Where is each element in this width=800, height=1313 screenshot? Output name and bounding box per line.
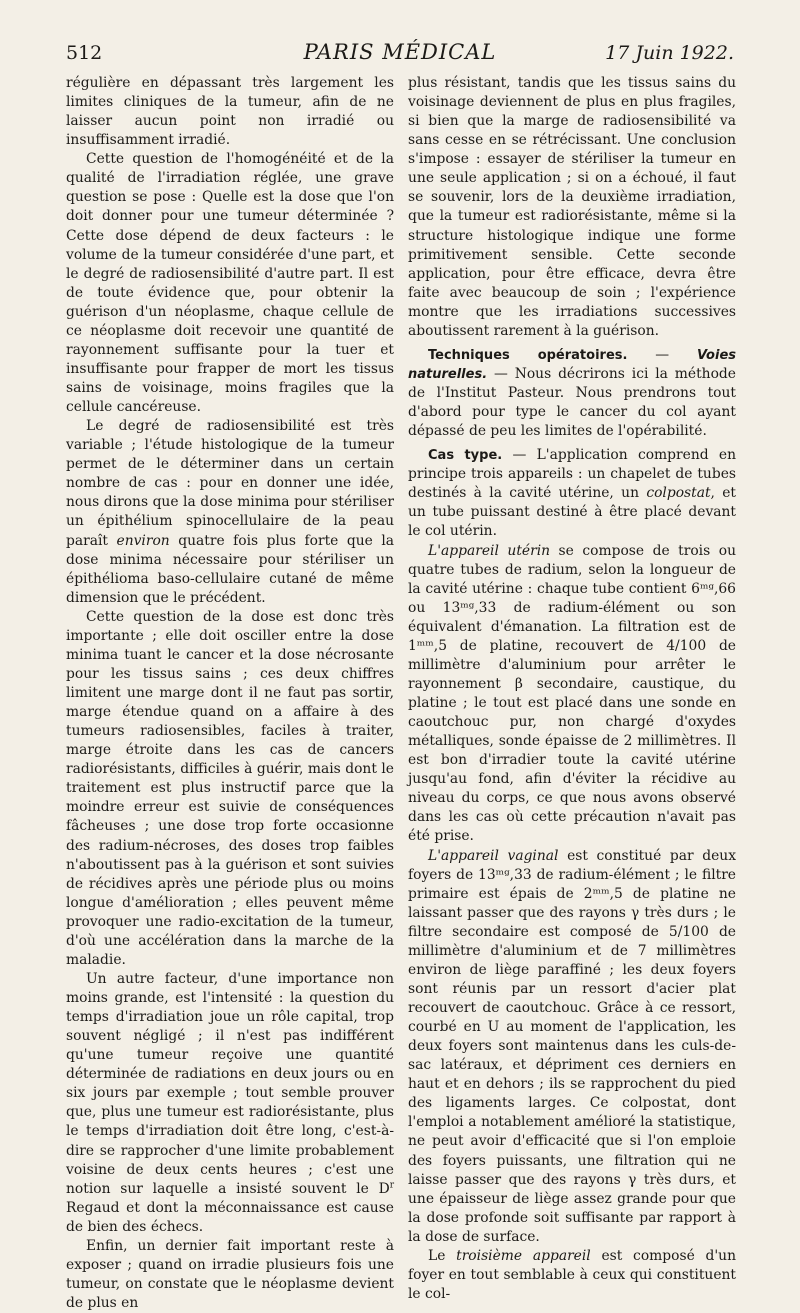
- page-number: 512: [66, 42, 103, 64]
- cas-type-section: Cas type. — L'application comprend en principe trois appareils : un chapelet de tubes destinés à la cavité utérine, un colpostat, et un tube puissant destiné à être placé devant le col utérin.: [408, 447, 736, 540]
- paragraph: Le degré de radiosensibilité est très variable ; l'étude histologique de la tumeur permet de le déterminer dans un certain nombre de cas : pour en donner une idée, nous dirons que la dose minima pour stériliser un épithélium spinocellulaire de la peau paraît environ quatre fois plus forte que la dose minima nécessaire pour stériliser un épithélioma baso-cellulaire cutané de même dimension que le précédent.: [66, 418, 394, 606]
- section-heading: Cas type.: [428, 448, 503, 464]
- paragraph: Cette question de la dose est donc très importante ; elle doit osciller entre la dose minima tuant le cancer et la dose nécrosante pour les tissus sains ; ces deux chiffres limitent une marge dont il ne faut pas sortir, marge étendue quand on a affaire à des tumeurs radiosensibles, faciles à traiter, marge étroite dans les cas de cancers radiorésistants, difficiles à guérir, mais dont le traitement est plus instructif parce que la moindre erreur est suivie de conséquences fâcheuses ; une dose trop forte occasionne des radium-nécroses, des doses trop faibles n'aboutissent pas à la guérison et sont suivies de récidives après une période plus ou moins longue d'amélioration ; elles peuvent même provoquer une radio-excitation de la tumeur, d'où une accélération dans la marche de la maladie.: [66, 608, 394, 968]
- paragraph: Cette question de l'homogénéité et de la qualité de l'irradiation réglée, une grave question se pose : Quelle est la dose que l'on doit donner pour une tumeur déterminée ? Cette dose dépend de deux facteurs : le volume de la tumeur considérée d'une part, et le degré de radiosensibilité d'autre part. Il est de toute évidence que, pour obtenir la guérison d'un néoplasme, chaque cellule de ce néoplasme doit recevoir une quantité de rayonnement suffisante pour la tuer et insuffisante pour frapper de mort les tissus sains de voisinage, moins fragiles que la cellule cancéreuse.: [66, 151, 394, 416]
- subsection-heading: Voies naturelles.: [408, 347, 736, 382]
- techniques-section: Techniques opératoires. — Voies naturelles. — Nous décrirons ici la méthode de l'Institut Pasteur. Nous prendrons tout d'abord pour type le cancer du col ayant dépassé de peu les limites de l'opérabilité.: [408, 346, 736, 440]
- page-header: [66, 38, 734, 68]
- paragraph: Un autre facteur, d'une importance non moins grande, est l'intensité : la question du temps d'irradiation joue un rôle capital, trop souvent négligé ; il n'est pas indifférent qu'une tumeur reçoive une quantité déterminée de radiations en deux jours ou en six jours par exemple ; tout semble prouver que, plus une tumeur est radiorésistante, plus le temps d'irradiation doit être long, c'est-à-dire se rapprocher d'une limite probablement voisine de deux cents heures ; c'est une notion sur laquelle a insisté souvent le $D^r$ Regaud et dont la méconnaissance est cause de bien des échecs.: [66, 970, 394, 1235]
- issue-date: 17 Juin 1922.: [605, 42, 734, 64]
- paragraph: L'appareil utérin se compose de trois ou quatre tubes de radium, selon la longueur de la cavité utérine : chaque tube contient 6ᵐᵍ,66 ou 13ᵐᵍ,33 de radium-élément ou son équivalent d'émanation. La filtration est de 1ᵐᵐ,5 de platine, recouvert de 4/100 de millimètre d'aluminium pour arrêter le rayonnement β secondaire, caustique, du platine ; le tout est placé dans une sonde en caoutchouc pur, non chargé d'oxydes métalliques, sonde épaisse de 2 millimètres. Il est bon d'irradier toute la cavité utérine jusqu'au fond, afin d'éviter la récidive au niveau du corps, ce que nous avons observé dans les cas où cette précaution n'avait pas été prise.: [408, 542, 736, 845]
- paragraph: L'appareil vaginal est constitué par deux foyers de 13ᵐᵍ,33 de radium-élément ; le filtre primaire est épais de 2ᵐᵐ,5 de platine ne laissant passer que des rayons γ très durs ; le filtre secondaire est composé de 5/100 de millimètre d'aluminium et de 7 millimètres environ de liège paraffiné ; les deux foyers sont réunis par un ressort d'acier plat recouvert de caoutchouc. Grâce à ce ressort, courbé en U au moment de l'application, les deux foyers sont maintenus dans les culs-de-sac latéraux, et dépriment ces derniers en haut et en dehors ; ils se rapprochent du pied des ligaments larges. Ce colpostat, dont l'emploi a notablement amélioré la statistique, ne peut avoir d'efficacité que si l'on emploie des foyers puissants, une filtration qui ne laisse passer que des rayons γ très durs, et une épaisseur de liège assez grande pour que la dose profonde soit suffisante par rapport à la dose de surface.: [408, 847, 737, 1245]
- paragraph: plus résistant, tandis que les tissus sains du voisinage deviennent de plus en plus fragiles, si bien que la marge de radiosensibilité va sans cesse en se rétrécissant. Une conclusion s'impose : essayer de stériliser la tumeur en une seule application ; si on a échoué, il faut se souvenir, lors de la deuxième irradiation, que la tumeur est radiorésistante, même si la structure histologique indique une forme primitivement sensible. Cette seconde application, pour être efficace, devra être faite avec beaucoup de soin ; l'expérience montre que les irradiations successives aboutissent rarement à la guérison.: [408, 75, 736, 339]
- section-heading: Techniques opératoires.: [428, 347, 628, 363]
- paragraph: régulière en dépassant très largement les limites cliniques de la tumeur, afin de ne laisser aucun point non irradié ou insuffisamment irradié.: [66, 75, 394, 149]
- right-column: [408, 74, 736, 1304]
- left-column: [66, 74, 394, 1313]
- paragraph: Enfin, un dernier fait important reste à exposer ; quand on irradie plusieurs fois une tumeur, on constate que le néoplasme devient de plus en: [66, 1237, 394, 1311]
- journal-title: PARIS MÉDICAL: [303, 40, 497, 64]
- paragraph: Le troisième appareil est composé d'un foyer en tout semblable à ceux qui constituent le col-: [408, 1247, 736, 1302]
